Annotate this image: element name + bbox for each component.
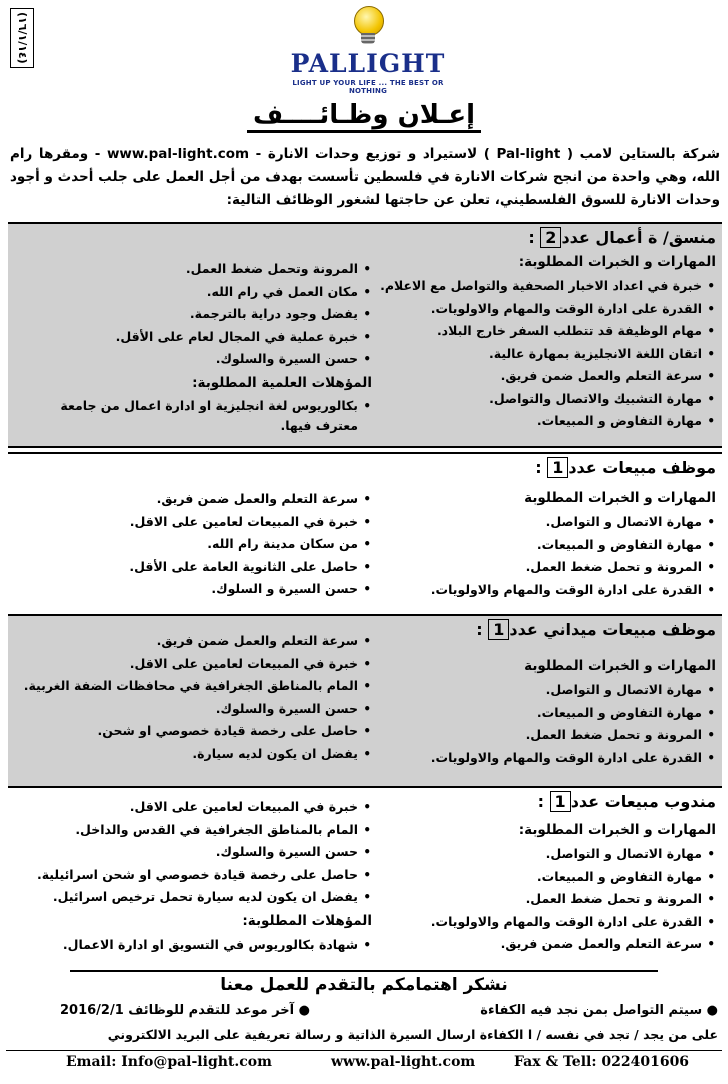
requirements-column [36,258,372,436]
list-item: • مكان العمل في رام الله. [36,281,358,304]
skills-column [386,656,716,769]
list-item: • خبرة في المبيعات لعامين على الاقل. [12,653,358,676]
list-item: • شهادة بكالوريوس في التسويق او ادارة الاعمال. [32,934,358,957]
website-link[interactable]: www.pal-light.com [331,1054,476,1070]
requirements-column [12,630,372,765]
section-title: مندوب مبيعات عدد1 : [537,792,716,811]
list-item: • بكالوريوس لغة انجليزية او ادارة اعمال من جامعة معترف فيها. [36,396,358,436]
skills-column [376,820,716,956]
list-item: • حسن السيرة والسلوك. [36,348,358,371]
lightbulb-icon [350,6,386,46]
company-logo [288,6,448,102]
list-item: • القدرة على ادارة الوقت والمهام والاولويات. [376,298,702,321]
list-item: • مهام الوظيفة قد تتطلب السفر خارج البلاد. [376,320,702,343]
list-item: • حاصل على الثانوية العامة على الأقل. [36,556,358,579]
list-item: • القدرة على ادارة الوقت والمهام والاولويات. [386,747,702,770]
contact-bar [6,1050,722,1075]
section-count: 1 [550,791,571,812]
list-item: • حسن السيرة والسلوك. [12,698,358,721]
section-field-sales [8,614,722,788]
skills-column [376,488,716,601]
qualifications-heading: المؤهلات المطلوبة: [242,912,372,929]
list-item: • المرونة و تحمل ضغط العمل. [376,888,702,911]
section-title: منسق/ ة أعمال عدد2 : [528,228,716,247]
skills-heading: المهارات و الخبرات المطلوبة: [518,254,716,270]
list-item: • من سكان مدينة رام الله. [36,533,358,556]
section-sales [8,452,722,616]
section-title: موظف مبيعات عدد1 : [535,458,716,477]
thanks-heading: نشكر اهتمامكم بالتقدم للعمل معنا [220,975,508,995]
list-item: • سرعة التعلم والعمل ضمن فريق. [36,488,358,511]
section-coordinator [8,222,722,448]
brand-name: PALLIGHT [290,49,446,78]
list-item: • خبرة في المبيعات لعامين على الاقل. [36,511,358,534]
list-item: • حسن السيرة والسلوك. [32,841,358,864]
list-item: • القدرة على ادارة الوقت والمهام والاولويات. [376,579,702,602]
skills-heading: المهارات و الخبرات المطلوبة [524,658,716,674]
list-item: • حاصل على رخصة قيادة خصوصي او شحن اسرائيلية. [32,864,358,887]
list-item: • مهارة التفاوض و المبيعات. [386,702,702,725]
divider [70,970,658,972]
list-item: • مهارة الاتصال و التواصل. [376,511,702,534]
requirements-column [32,796,372,956]
list-item: • مهارة الاتصال و التواصل. [386,679,702,702]
page-title: إعـلان وظـائــــف [0,100,728,130]
section-count: 1 [547,457,568,478]
section-sales-rep [8,786,722,968]
section-count: 2 [540,227,561,248]
list-item: • سرعة التعلم والعمل ضمن فريق. [376,365,702,388]
fax-tel: Fax & Tell: 022401606 [514,1054,690,1070]
application-note: على من يجد / تجد في نفسه / ا الكفاءة ارسال السيرة الذاتية و رسالة تعريفية على البريد الالكتروني [107,1027,718,1042]
reference-number: (١٦/١/١٤) [10,8,34,68]
section-title: موظف مبيعات ميداني عدد1 : [476,620,716,639]
list-item: • المرونة وتحمل ضغط العمل. [36,258,358,281]
list-item: • مهارة التفاوض و المبيعات. [376,410,702,433]
list-item: • مهارة التشبيك والاتصال والتواصل. [376,388,702,411]
list-item: • المرونة و تحمل ضغط العمل. [376,556,702,579]
skills-heading: المهارات و الخبرات المطلوبة [524,490,716,506]
list-item: • المرونة و تحمل ضغط العمل. [386,724,702,747]
list-item: • مهارة الاتصال و التواصل. [376,843,702,866]
list-item: • سرعة التعلم والعمل ضمن فريق. [12,630,358,653]
list-item: • يفضل ان يكون لديه سيارة. [12,743,358,766]
list-item: • القدرة على ادارة الوقت والمهام والاولويات. [376,911,702,934]
list-item: • سرعة التعلم والعمل ضمن فريق. [376,933,702,956]
list-item: • خبرة في اعداد الاخبار الصحفية والتواصل مع الاعلام. [376,275,702,298]
list-item: • حسن السيرة و السلوك. [36,578,358,601]
skills-column [376,252,716,433]
list-item: • مهارة التفاوض و المبيعات. [376,534,702,557]
list-item: • خبرة عملية في المجال لعام على الأقل. [36,326,358,349]
list-item: • المام بالمناطق الجغرافية في القدس والداخل. [32,819,358,842]
qualifications-heading: المؤهلات العلمية المطلوبة: [192,374,372,391]
deadline-note: ● آخر موعد للتقدم للوظائف 2016/2/1 [60,1003,310,1018]
email-link[interactable]: Email: Info@pal-light.com [66,1054,272,1070]
list-item: • خبرة في المبيعات لعامين على الاقل. [32,796,358,819]
list-item: • حاصل على رخصة قيادة خصوصي او شحن. [12,720,358,743]
skills-heading: المهارات و الخبرات المطلوبة: [518,822,716,838]
brand-tagline: LIGHT UP YOUR LIFE ... THE BEST OR NOTHING [292,79,444,95]
list-item: • المام بالمناطق الجغرافية في محافظات الضفة الغربية. [12,675,358,698]
intro-paragraph: شركة بالستاين لامب ( Pal-light ) لاستيراد و توزيع وحدات الانارة - www.pal-light.com - ومقرها رام الله، وهي واحدة من انجح شركات الانارة في فلسطين تأسست بهدف من أجل العمل على جلب أحدث و أجود وحدات الانارة للسوق الفلسطيني، تعلن عن حاجتها لشغور الوظائف التالية: [10,146,720,208]
contact-note: ● سيتم التواصل بمن نجد فيه الكفاءة [480,1003,718,1018]
list-item: • يفضل وجود دراية بالترجمة. [36,303,358,326]
section-count: 1 [488,619,509,640]
requirements-column [36,488,372,601]
list-item: • مهارة التفاوض و المبيعات. [376,866,702,889]
list-item: • اتقان اللغة الانجليزية بمهارة عالية. [376,343,702,366]
list-item: • يفضل ان يكون لديه سيارة تحمل ترخيص اسرائيل. [32,886,358,909]
